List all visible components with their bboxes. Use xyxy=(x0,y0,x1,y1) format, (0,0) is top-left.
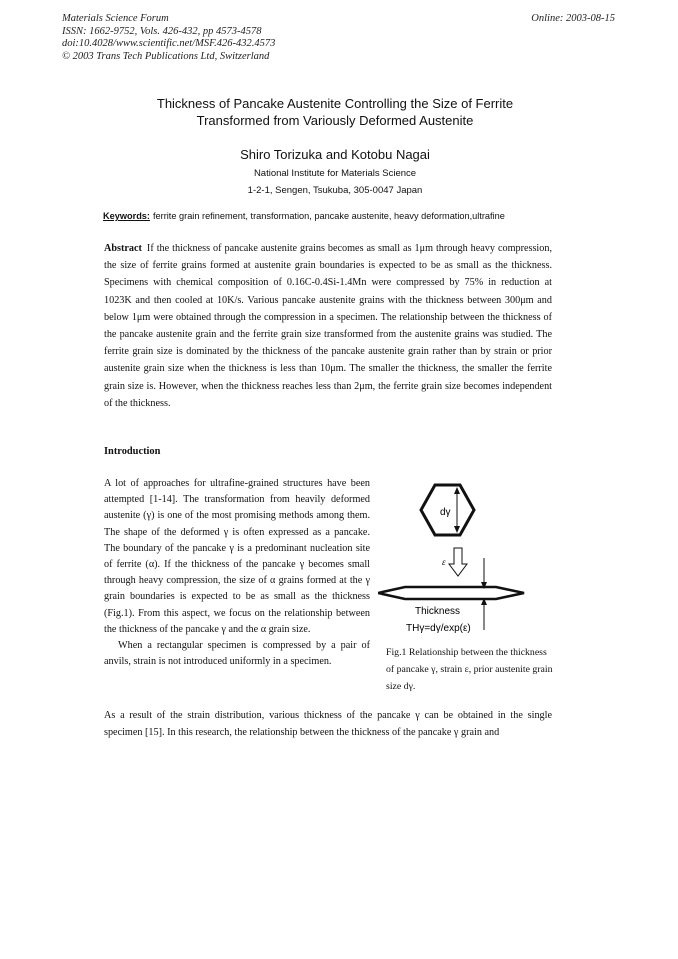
title-line-2: Transformed from Variously Deformed Austenite xyxy=(196,113,474,128)
figure-1 xyxy=(378,474,558,634)
intro-paragraph-1: A lot of approaches for ultrafine-grained structures have been attempted [1-14]. The transformation from heavily deformed austenite (γ) is one of the most promising methods among them. The shape of the deformed γ is often expressed as a pancake. The boundary of the pancake γ is a predominant nucleation site of ferrite (α). If the thickness of the pancake γ becomes small through heavy compression, the size of α grains formed at the γ grain boundaries is expected to be as small as the thickness (Fig.1). From this aspect, we focus on the relationship between the thickness of the pancake γ and the α grain size. xyxy=(104,478,370,635)
keywords-label: Keywords: xyxy=(103,211,150,221)
intro-paragraph-3: As a result of the strain distribution, various thickness of the pancake γ can be obtained in the single specimen [15]. In this research, the relationship between the thickness of the pancake γ grain and xyxy=(104,710,552,738)
journal-name: Materials Science Forum xyxy=(62,13,169,24)
address: 1-2-1, Sengen, Tsukuba, 305-0047 Japan xyxy=(247,185,423,196)
copyright-line: © 2003 Trans Tech Publications Ltd, Switzerland xyxy=(62,50,270,62)
author-block xyxy=(100,146,570,199)
thickness-formula: THγ=dγ/exp(ε) xyxy=(406,623,471,634)
intro-left-column xyxy=(104,476,370,670)
strain-label: ε xyxy=(442,557,446,567)
section-heading-introduction: Introduction xyxy=(104,446,161,457)
title-line-1: Thickness of Pancake Austenite Controlling the Size of Ferrite xyxy=(156,96,514,111)
doi-link[interactable]: doi:10.4028/www.scientific.net/MSF.426-432.4573 xyxy=(62,38,276,49)
abstract-text: If the thickness of pancake austenite grains becomes as small as 1μm through heavy compression, the size of ferrite grains formed at austenite grain boundaries is expected to be as small as the thickness. Specimens with chemical composition of 0.16C-0.4Si-1.4Mn were compressed by 75% in reduction at 1023K and then cooled at 10K/s. Various pancake austenite grains with the thickness between 300μm and below 1μm were obtained through the compression in a specimen. The relationship between the thickness of the pancake austenite grain and the ferrite grain size transformed from the austenite grains was studied. The ferrite grain size is dominated by the thickness of the pancake austenite grain rather than by strain or prior austenite grain size when the thickness is less than 10μm. The smaller the thickness, the smaller the ferrite grain size is. However, when the thickness reaches less than 2μm, the ferrite grain size becomes independent of the thickness. xyxy=(104,243,552,409)
institution: National Institute for Materials Science xyxy=(253,168,417,179)
paper-title xyxy=(100,95,570,129)
dimension-arrowhead-up xyxy=(454,487,460,494)
running-header xyxy=(62,13,275,63)
issn-line: ISSN: 1662-9752, Vols. 426-432, pp 4573-4578 xyxy=(62,25,262,37)
author-names: Shiro Torizuka and Kotobu Nagai xyxy=(240,147,430,162)
abstract-label: Abstract xyxy=(104,243,142,254)
figure-1-caption: Fig.1 Relationship between the thickness of pancake γ, strain ε, prior austenite grain size dγ. xyxy=(386,647,553,692)
online-date: Online: 2003-08-15 xyxy=(531,13,615,24)
keywords xyxy=(103,211,573,221)
figure-1-diagram xyxy=(378,474,558,634)
intro-full-width-text xyxy=(104,707,552,741)
abstract xyxy=(104,240,552,412)
pancake-grain-shape xyxy=(378,587,524,599)
grain-size-label: dγ xyxy=(440,507,451,518)
keywords-text: ferrite grain refinement, transformation, pancake austenite, heavy deformation,ultrafine xyxy=(152,211,505,221)
compression-arrow-icon xyxy=(449,548,467,576)
thickness-label: Thickness xyxy=(415,606,461,617)
intro-paragraph-2: When a rectangular specimen is compressed by a pair of anvils, strain is not introduced uniformly in a specimen. xyxy=(104,640,370,668)
dimension-arrowhead-down xyxy=(454,526,460,533)
